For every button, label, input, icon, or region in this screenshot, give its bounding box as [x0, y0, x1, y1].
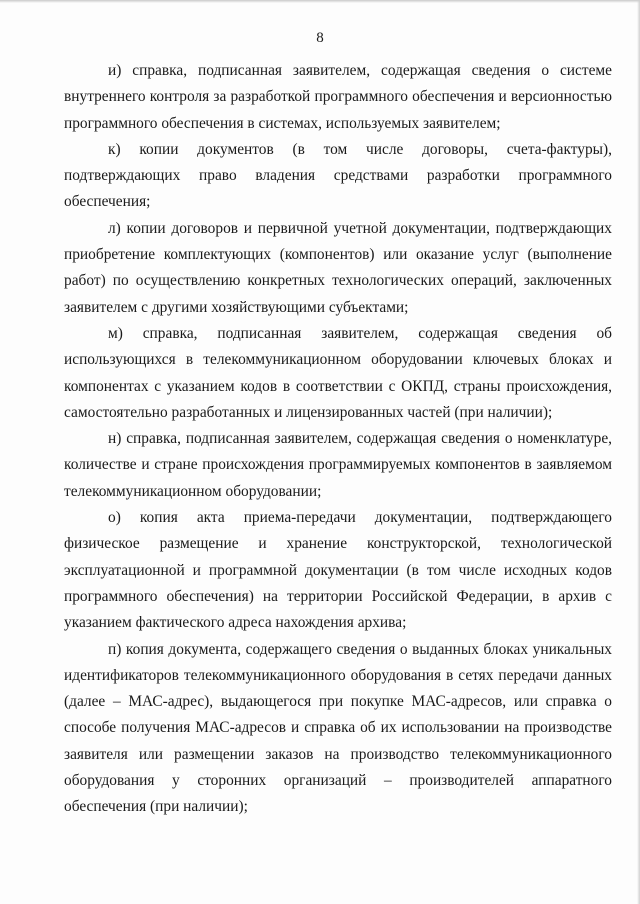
paragraph-m: м) справка, подписанная заявителем, содержащая сведения об использующихся в телекоммуникационном оборудовании ключевых блоках и компонентах с указанием кодов в соответствии с ОКПД, страны происхождения, самостоятельно разработанных и лицензированных частей (при наличии); [64, 324, 612, 421]
paragraph-l: л) копии договоров и первичной учетной документации, подтверждающих приобретение комплектующих (компонентов) или оказание услуг (выполнение работ) по осуществлению конкретных технологических операций, заключенных заявителем с другими хозяйствующими субъектами; [64, 219, 612, 316]
document-body [64, 58, 612, 821]
paragraph-n: н) справка, подписанная заявителем, содержащая сведения о номенклатуре, количестве и стране происхождения программируемых компонентов в заявляемом телекоммуникационном оборудовании; [64, 430, 612, 500]
paragraph-i: и) справка, подписанная заявителем, содержащая сведения о системе внутреннего контроля за разработкой программного обеспечения и версионностью программного обеспечения в системах, используемых заявителем; [64, 62, 612, 132]
paragraph-k: к) копии документов (в том числе договоры, счета-фактуры), подтверждающих право владения средствами разработки программного обеспечения; [64, 140, 612, 211]
scan-edge-top [0, 0, 640, 3]
paragraph-p: п) копия документа, содержащего сведения о выданных блоках уникальных идентификаторов телекоммуникационного оборудования в сетях передачи данных (далее – МАС-адрес), выдающегося при покупке МАС-адресов, или справка о способе получения МАС-адресов и справка об их использовании на производстве заявителя или размещении заказов на производство телекоммуникационного оборудования у сторонних организаций – производителей аппаратного обеспечения (при наличии); [64, 640, 612, 816]
paragraph-o: о) копия акта приема-передачи документации, подтверждающего физическое размещение и хранение конструкторской, технологической эксплуатационной и программной документации (в том числе исходных кодов программного обеспечения) на территории Российской Федерации, в архив с указанием фактического адреса нахождения архива; [64, 509, 612, 632]
page-number: 8 [316, 30, 324, 46]
